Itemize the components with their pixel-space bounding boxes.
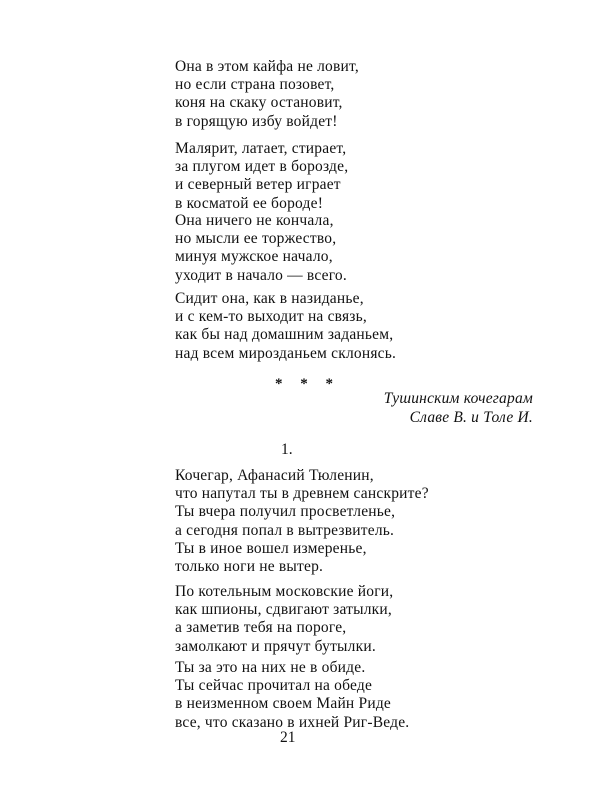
verse-line: как бы над домашним заданьем,	[175, 326, 394, 344]
verse-line: только ноги не вытер.	[175, 558, 324, 576]
verse-line: в горящую избу войдет!	[175, 112, 338, 130]
verse-line: Она ничего не кончала,	[175, 212, 334, 229]
verse-line: в неизменном своем Майн Риде	[175, 695, 391, 713]
verse-line: Ты вчера получил просветленье,	[175, 503, 396, 521]
verse-line: Малярит, латает, стирает,	[175, 140, 347, 157]
verse-line: Кочегар, Афанасий Тюленин,	[175, 467, 374, 484]
verse-line: но если страна позовет,	[175, 76, 335, 94]
verse-line: Сидит она, как в назиданье,	[175, 290, 364, 307]
poem-1	[175, 58, 555, 131]
poem-1-stanza-1	[175, 58, 555, 131]
verse-line: Она в этом кайфа не ловит,	[175, 58, 359, 75]
dedication-line-2: Славе В. и Толе И.	[409, 409, 533, 426]
verse-line: что напутал ты в древнем санскрите?	[175, 485, 429, 503]
verse-line: коня на скаку остановит,	[175, 94, 343, 112]
verse-line: а сегодня попал в вытрезвитель.	[175, 521, 395, 539]
verse-line: уходит в начало — всего.	[175, 266, 347, 284]
verse-line: над всем мирозданьем склонясь.	[175, 344, 397, 362]
page-number: 21	[280, 729, 296, 746]
verse-line: По котельным московские йоги,	[175, 583, 394, 600]
poem-2-stanza-2	[175, 583, 555, 656]
verse-line: но мысли ее торжество,	[175, 230, 337, 248]
dedication-line-1: Тушинским кочегарам	[383, 390, 533, 407]
verse-line: за плугом идет в борозде,	[175, 158, 349, 176]
poem-2-stanza-3	[175, 659, 555, 732]
verse-line: а заметив тебя на пороге,	[175, 619, 347, 637]
verse-line: все, что сказано в ихней Риг-Веде.	[175, 713, 410, 731]
poem-1-stanza-4	[175, 290, 555, 363]
section-separator: * * *	[275, 376, 340, 392]
poem-1-stanza-2	[175, 140, 555, 213]
verse-line: Ты за это на них не в обиде.	[175, 659, 366, 676]
verse-line: и с кем-то выходит на связь,	[175, 308, 367, 326]
verse-line: Ты в иное вошел измеренье,	[175, 539, 367, 557]
poem-2-stanza-1	[175, 467, 555, 576]
verse-line: минуя мужское начало,	[175, 248, 333, 266]
verse-line: в косматой ее бороде!	[175, 194, 324, 212]
verse-line: и северный ветер играет	[175, 176, 341, 194]
verse-line: замолкают и прячут бутылки.	[175, 637, 376, 655]
verse-line: Ты сейчас прочитал на обеде	[175, 677, 373, 695]
poem-1-stanza-3	[175, 212, 555, 285]
verse-line: как шпионы, сдвигают затылки,	[175, 601, 392, 619]
section-number: 1.	[281, 441, 293, 458]
dedication	[384, 389, 533, 427]
